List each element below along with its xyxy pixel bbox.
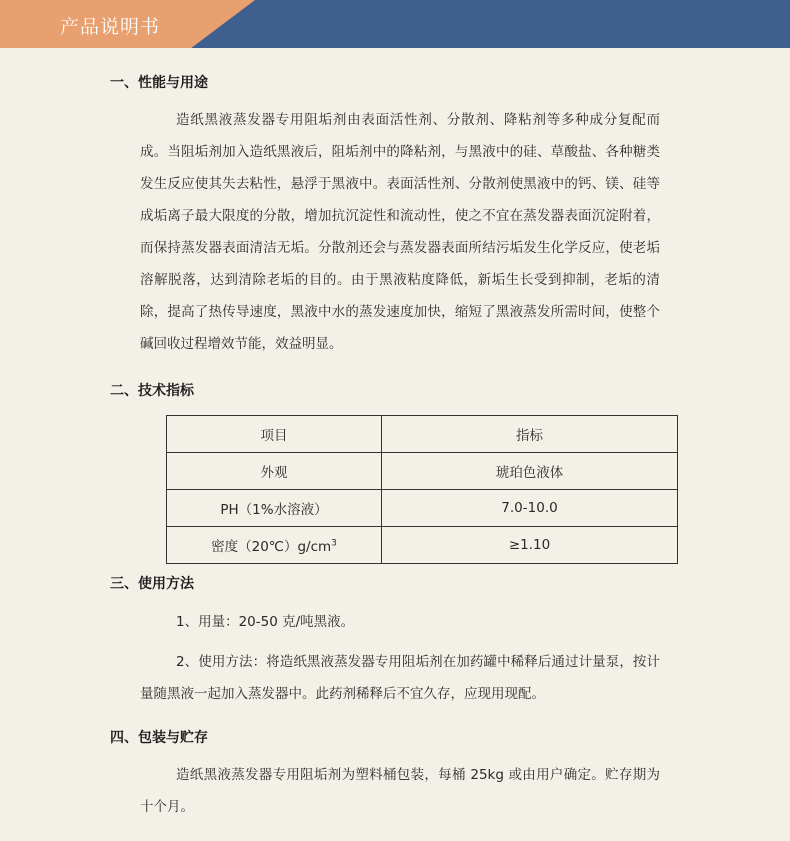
table-cell-value: 7.0-10.0 — [382, 490, 678, 527]
performance-paragraph: 造纸黑液蒸发器专用阻垢剂由表面活性剂、分散剂、降粘剂等多种成分复配而成。当阻垢剂加入造纸黑液后，阻垢剂中的降粘剂，与黑液中的硅、草酸盐、各种糖类发生反应使其失去粘性，悬浮于黑液中。表面活性剂、分散剂使黑液中的钙、镁、硅等成垢离子最大限度的分散，增加抗沉淀性和流动性，使之不宜在蒸发器表面沉淀附着，而保持蒸发器表面清洁无垢。分散剂还会与蒸发器表面所结污垢发生化学反应，使老垢溶解脱落，达到清除老垢的目的。由于黑液粘度降低，新垢生长受到抑制，老垢的清除，提高了热传导速度，黑液中水的蒸发速度加快，缩短了黑液蒸发所需时间，使整个碱回收过程增效节能，效益明显。 — [140, 112, 660, 352]
banner-title: 产品说明书 — [60, 16, 161, 38]
header-banner — [0, 0, 790, 48]
table-row — [167, 490, 678, 527]
table-cell-item: 外观 — [167, 453, 382, 490]
table-row — [167, 527, 678, 564]
table-cell-item: PH（1%水溶液） — [167, 490, 382, 527]
packaging-paragraph: 造纸黑液蒸发器专用阻垢剂为塑料桶包装，每桶 25kg 或由用户确定。贮存期为十个月。 — [140, 767, 660, 815]
section-heading-usage: 三、使用方法 — [110, 576, 194, 592]
spec-table — [166, 415, 678, 564]
table-header-item: 项目 — [167, 416, 382, 453]
section-heading-packaging: 四、包装与贮存 — [110, 730, 208, 746]
table-cell-item — [167, 527, 382, 564]
section-heading-specs: 二、技术指标 — [110, 383, 194, 399]
usage-item-dosage: 1、用量：20-50 克/吨黑液。 — [176, 614, 355, 630]
table-cell-value: ≥1.10 — [382, 527, 678, 564]
usage-item-method: 2、使用方法：将造纸黑液蒸发器专用阻垢剂在加药罐中稀释后通过计量泵，按计量随黑液一起加入蒸发器中。此药剂稀释后不宜久存，应现用现配。 — [140, 654, 660, 702]
table-cell-value: 琥珀色液体 — [382, 453, 678, 490]
table-row — [167, 453, 678, 490]
cubic-superscript: 3 — [331, 538, 337, 549]
table-header-row — [167, 416, 678, 453]
section-heading-performance: 一、性能与用途 — [110, 75, 208, 91]
density-label: 密度（20℃）g/cm — [211, 539, 332, 555]
table-header-value: 指标 — [382, 416, 678, 453]
